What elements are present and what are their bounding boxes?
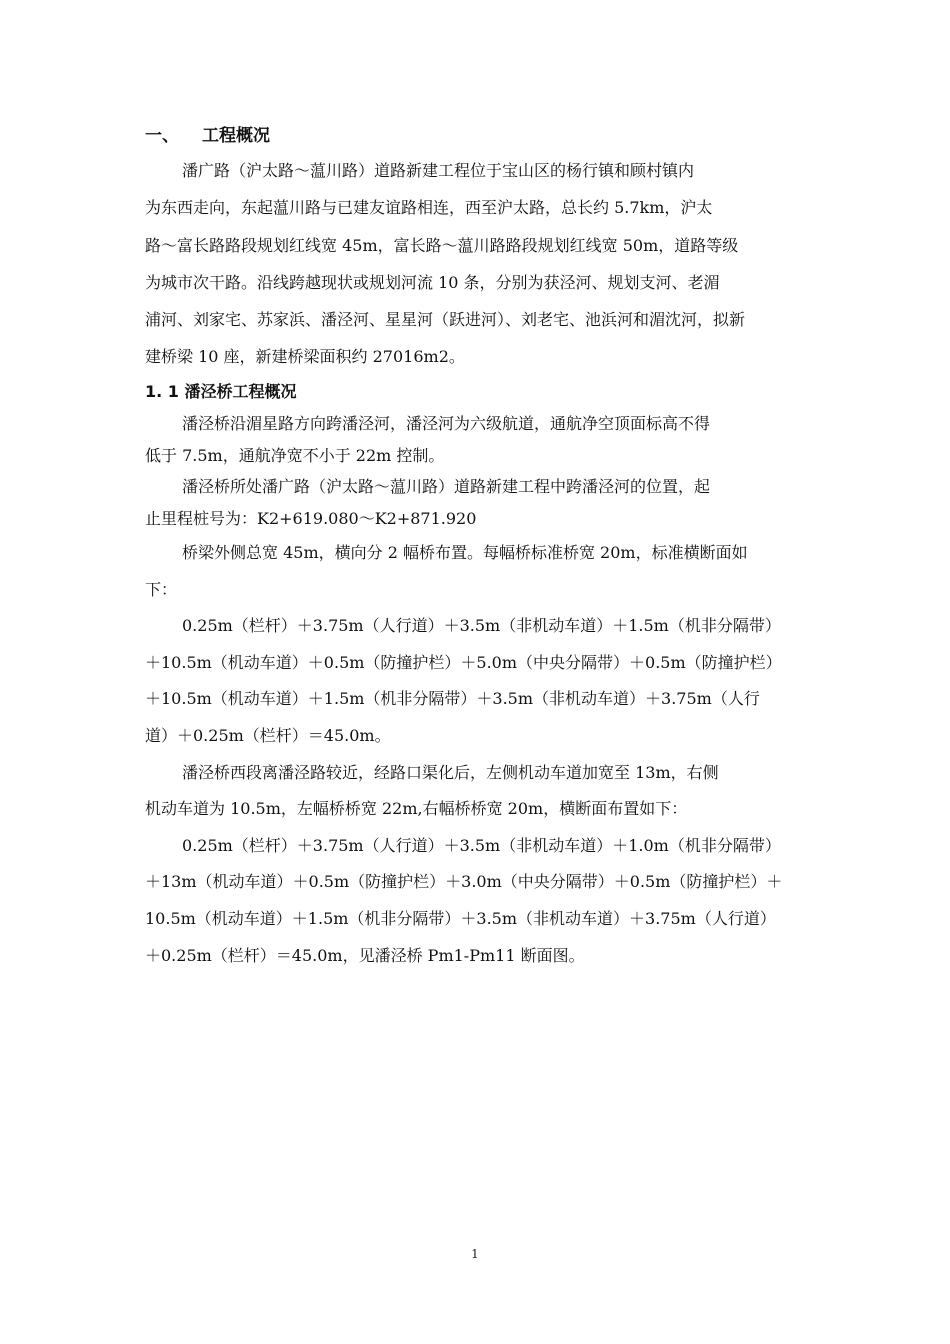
paragraph-line: 0.25m（栏杆）＋3.75m（人行道）＋3.5m（非机动车道）＋1.0m（机非分隔带） xyxy=(182,835,781,855)
section-title: 工程概况 xyxy=(202,126,270,146)
intro-line: 为东西走向，东起蕰川路与已建友谊路相连，西至沪太路，总长约 5.7km，沪太 xyxy=(145,198,713,218)
intro-line: 建桥梁 10 座，新建桥梁面积约 27016m2。 xyxy=(145,347,465,367)
paragraph-line: ＋0.25m（栏杆）＝45.0m，见潘泾桥 Pm1-Pm11 断面图。 xyxy=(145,945,585,965)
paragraph-line: ＋10.5m（机动车道）＋0.5m（防撞护栏）＋5.0m（中央分隔带）＋0.5m（防撞护栏） xyxy=(145,652,782,672)
paragraph-line: 潘泾桥西段离潘泾路较近，经路口渠化后，左侧机动车道加宽至 13m，右侧 xyxy=(182,762,719,782)
intro-line: 潘广路（沪太路～蕰川路）道路新建工程位于宝山区的杨行镇和顾村镇内 xyxy=(182,161,695,180)
paragraph-line: 潘泾桥沿湄星路方向跨潘泾河，潘泾河为六级航道，通航净空顶面标高不得 xyxy=(182,413,711,433)
section-heading xyxy=(145,120,807,152)
intro-line: 路～富长路路段规划红线宽 45m，富长路～蕰川路路段规划红线宽 50m，道路等级 xyxy=(145,235,739,255)
paragraph-line: 低于 7.5m，通航净宽不小于 22m 控制。 xyxy=(145,445,445,465)
paragraph-line: 道）＋0.25m（栏杆）＝45.0m。 xyxy=(145,725,391,745)
paragraph-chainage xyxy=(145,471,807,535)
paragraph-line: 下： xyxy=(145,579,178,599)
paragraph-line: 潘泾桥所处潘广路（沪太路～蕰川路）道路新建工程中跨潘泾河的位置，起 xyxy=(182,477,711,497)
intro-line: 浦河、刘家宅、苏家浜、潘泾河、星星河（跃进河）、刘老宅、池浜河和湄沈河，拟新 xyxy=(145,310,746,330)
paragraph-line: 机动车道为 10.5m，左幅桥桥宽 22m,右幅桥桥宽 20m，横断面布置如下： xyxy=(145,799,688,819)
paragraph-west-section xyxy=(145,755,807,828)
intro-line: 为城市次干路。沿线跨越现状或规划河流 10 条，分别为获泾河、规划支河、老湄 xyxy=(145,272,720,292)
paragraph-line: ＋10.5m（机动车道）＋1.5m（机非分隔带）＋3.5m（非机动车道）＋3.75m（人行 xyxy=(145,689,760,709)
page-number: 1 xyxy=(471,1247,479,1261)
paragraph-west-cross-section xyxy=(145,828,807,974)
paragraph-line: 0.25m（栏杆）＋3.75m（人行道）＋3.5m（非机动车道）＋1.5m（机非分隔带） xyxy=(182,616,781,636)
intro-paragraph xyxy=(145,152,807,376)
page-content xyxy=(145,120,807,974)
paragraph-bridge-width xyxy=(145,535,807,608)
paragraph-line: 止里程桩号为：K2+619.080～K2+871.920 xyxy=(145,509,477,529)
paragraph-line: 桥梁外侧总宽 45m，横向分 2 幅桥布置。每幅桥标准桥宽 20m，标准横断面如 xyxy=(182,542,748,562)
paragraph-line: ＋13m（机动车道）＋0.5m（防撞护栏）＋3.0m（中央分隔带）＋0.5m（防撞护栏）＋ xyxy=(145,872,783,892)
paragraph-standard-section xyxy=(145,608,807,754)
paragraph-line: 10.5m（机动车道）＋1.5m（机非分隔带）＋3.5m（非机动车道）＋3.75m（人行道） xyxy=(145,908,776,928)
section-number: 一、 xyxy=(145,126,179,146)
paragraph-navigation xyxy=(145,408,807,472)
subsection-heading: 1. 1 潘泾桥工程概况 xyxy=(145,381,297,401)
